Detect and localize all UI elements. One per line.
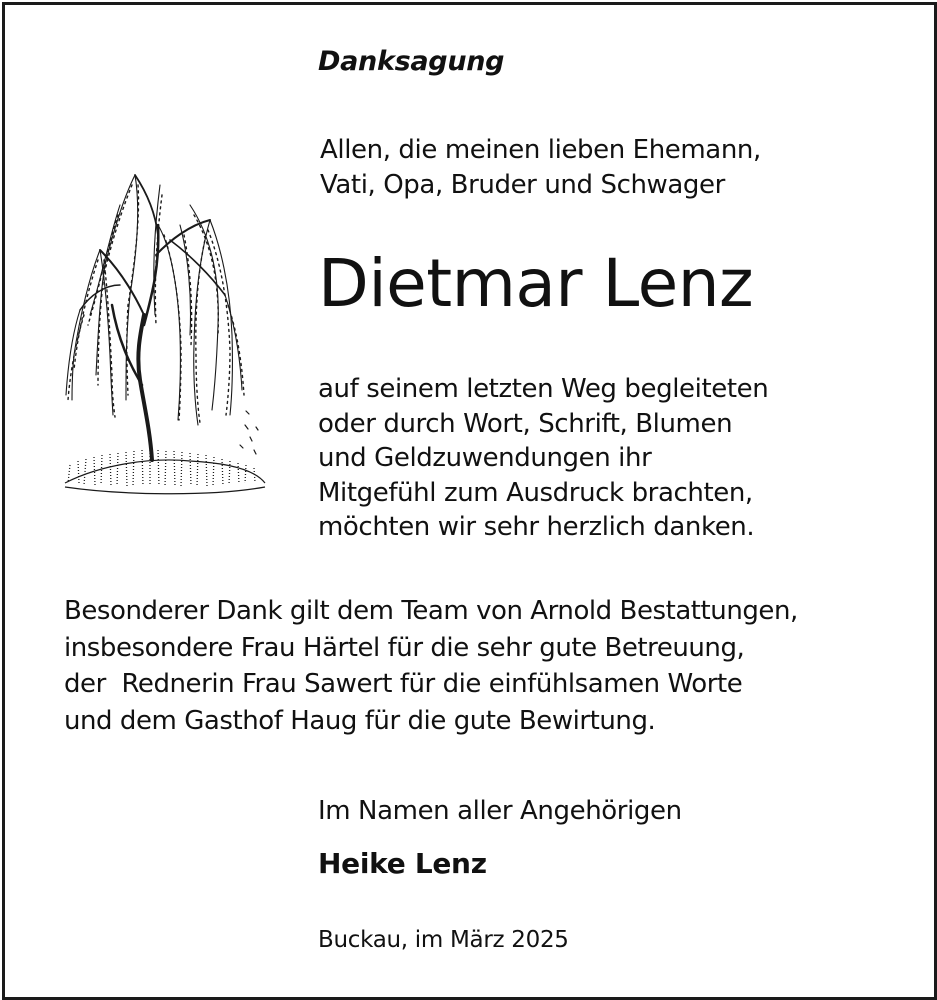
thanks-line: möchten wir sehr herzlich danken. — [318, 512, 755, 542]
thanks-text — [318, 372, 768, 545]
signer-name: Heike Lenz — [318, 847, 487, 880]
intro-line: Vati, Opa, Bruder und Schwager — [320, 170, 725, 200]
thanks-line: Mitgefühl zum Ausdruck brachten, — [318, 477, 753, 508]
thanks-line: auf seinem letzten Weg begleiteten — [318, 374, 769, 404]
special-thanks-line: der Rednerin Frau Sawert für die einfühlsamen Worte — [64, 669, 743, 699]
special-thanks-line: insbesondere Frau Härtel für die sehr gute Betreuung, — [64, 632, 745, 663]
greeting: Im Namen aller Angehörigen — [318, 796, 682, 826]
intro-text — [320, 133, 761, 203]
intro-line: Allen, die meinen lieben Ehemann, — [320, 135, 761, 165]
thanks-line: oder durch Wort, Schrift, Blumen — [318, 408, 733, 439]
deceased-name: Dietmar Lenz — [318, 245, 754, 322]
weeping-willow-icon — [60, 165, 270, 515]
special-thanks-text — [64, 593, 798, 739]
notice-heading: Danksagung — [318, 46, 505, 77]
thanks-line: und Geldzuwendungen ihr — [318, 443, 652, 473]
place-date: Buckau, im März 2025 — [318, 927, 569, 953]
special-thanks-line: Besonderer Dank gilt dem Team von Arnold Bestattungen, — [64, 596, 798, 626]
special-thanks-line: und dem Gasthof Haug für die gute Bewirtung. — [64, 705, 656, 736]
